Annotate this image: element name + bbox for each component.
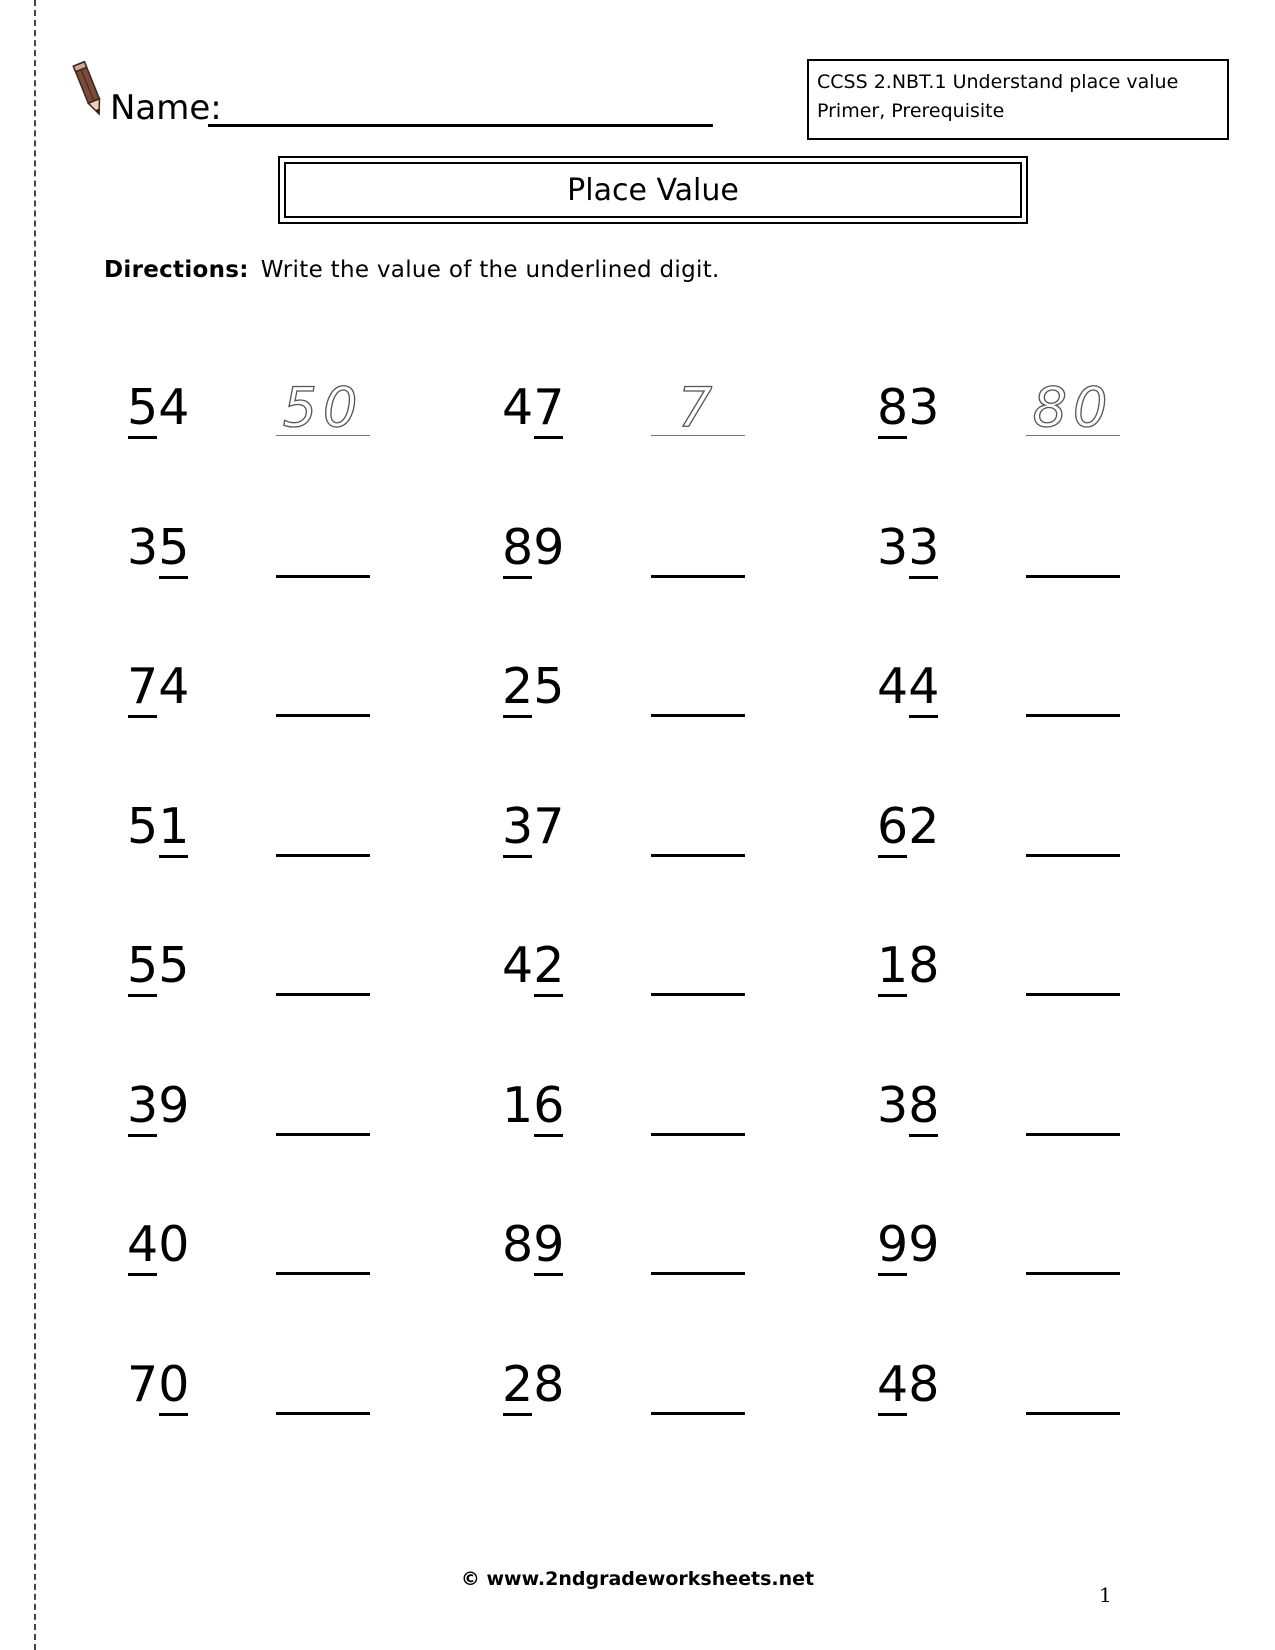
problem-number xyxy=(877,935,939,997)
digit: 5 xyxy=(533,658,565,715)
answer-blank[interactable] xyxy=(1026,1272,1120,1275)
answer-blank[interactable] xyxy=(651,575,745,578)
problem-number xyxy=(502,935,564,997)
problem-item xyxy=(877,935,1177,1005)
problem-item xyxy=(502,935,802,1005)
underlined-digit: 7 xyxy=(127,656,158,718)
answer-blank[interactable] xyxy=(1026,714,1120,717)
problem-number xyxy=(127,796,189,858)
problem-number xyxy=(502,1214,564,1276)
digit: 3 xyxy=(127,518,159,576)
digit: 1 xyxy=(502,1076,534,1134)
problem-number xyxy=(127,517,189,579)
digit: 9 xyxy=(533,518,565,576)
answer-blank[interactable] xyxy=(651,714,745,717)
underlined-digit: 2 xyxy=(502,1354,533,1416)
answer-blank[interactable] xyxy=(276,1133,370,1136)
problem-item xyxy=(877,517,1177,587)
answer-blank[interactable] xyxy=(1026,1412,1120,1415)
underlined-digit: 4 xyxy=(877,1354,908,1416)
digit: 5 xyxy=(158,937,190,994)
underlined-digit: 8 xyxy=(502,517,533,579)
problem-number xyxy=(502,1075,564,1137)
problem-item xyxy=(502,517,802,587)
problem-item xyxy=(127,1354,427,1424)
problem-number xyxy=(127,1354,189,1416)
underlined-digit: 1 xyxy=(158,796,189,858)
digit: 3 xyxy=(877,518,909,576)
digit: 0 xyxy=(158,1216,190,1273)
digit: 2 xyxy=(908,797,940,855)
problem-item xyxy=(502,1075,802,1145)
problem-item xyxy=(127,1214,427,1284)
problem-number xyxy=(127,1214,189,1276)
problem-number xyxy=(877,1075,939,1137)
problem-number xyxy=(127,656,189,718)
answer-blank[interactable] xyxy=(276,854,370,857)
answer-blank[interactable] xyxy=(276,1412,370,1415)
underlined-digit: 9 xyxy=(877,1214,908,1276)
digit: 3 xyxy=(908,379,940,436)
problem-item xyxy=(502,1214,802,1284)
problem-number xyxy=(502,517,564,579)
underlined-digit: 4 xyxy=(127,1214,158,1276)
underlined-digit: 8 xyxy=(877,377,908,439)
answer-blank xyxy=(651,435,745,436)
problem-number xyxy=(877,796,939,858)
answer-blank[interactable] xyxy=(651,1272,745,1275)
problem-item xyxy=(502,656,802,726)
problem-item xyxy=(877,377,1177,447)
underlined-digit: 3 xyxy=(502,796,533,858)
underlined-digit: 3 xyxy=(908,517,939,579)
underlined-digit: 2 xyxy=(502,656,533,718)
answer-blank[interactable] xyxy=(1026,993,1120,996)
underlined-digit: 6 xyxy=(877,796,908,858)
problem-item xyxy=(877,656,1177,726)
problem-item xyxy=(127,1075,427,1145)
directions-text: Write the value of the underlined digit. xyxy=(260,257,720,283)
underlined-digit: 1 xyxy=(877,935,908,997)
problem-number xyxy=(502,656,564,718)
underlined-digit: 8 xyxy=(908,1075,939,1137)
traced-example-answer: 50 xyxy=(282,376,364,439)
problem-item xyxy=(127,935,427,1005)
digit: 4 xyxy=(877,658,909,715)
underlined-digit: 5 xyxy=(127,377,158,439)
digit: 8 xyxy=(502,1216,534,1273)
underlined-digit: 7 xyxy=(533,377,564,439)
problem-number xyxy=(877,377,939,439)
answer-blank[interactable] xyxy=(276,1272,370,1275)
underlined-digit: 2 xyxy=(533,935,564,997)
problem-item xyxy=(127,517,427,587)
directions-label: Directions: xyxy=(104,257,249,283)
problem-item xyxy=(877,1354,1177,1424)
answer-blank[interactable] xyxy=(651,1133,745,1136)
digit: 5 xyxy=(127,797,159,855)
problem-item xyxy=(502,1354,802,1424)
traced-example-answer: 7 xyxy=(677,376,719,439)
problem-item xyxy=(877,796,1177,866)
digit: 8 xyxy=(908,1355,940,1413)
digit: 3 xyxy=(877,1076,909,1134)
page-number: 1 xyxy=(1099,1583,1112,1607)
underlined-digit: 5 xyxy=(127,935,158,997)
answer-blank[interactable] xyxy=(1026,854,1120,857)
digit: 4 xyxy=(502,937,534,994)
answer-blank[interactable] xyxy=(651,1412,745,1415)
answer-blank[interactable] xyxy=(1026,1133,1120,1136)
answer-blank[interactable] xyxy=(651,993,745,996)
problem-number xyxy=(502,377,564,439)
standards-level: Primer, Prerequisite xyxy=(817,100,1005,122)
problem-number xyxy=(877,517,939,579)
digit: 7 xyxy=(533,797,565,855)
problem-number xyxy=(127,1075,189,1137)
answer-blank[interactable] xyxy=(651,854,745,857)
problem-item xyxy=(877,1075,1177,1145)
underlined-digit: 6 xyxy=(533,1075,564,1137)
digit: 8 xyxy=(908,937,940,994)
answer-blank xyxy=(1026,435,1120,436)
digit: 4 xyxy=(158,658,190,715)
problem-item xyxy=(127,656,427,726)
answer-blank xyxy=(276,435,370,436)
underlined-digit: 4 xyxy=(908,656,939,718)
problem-number xyxy=(127,935,189,997)
problem-item xyxy=(502,377,802,447)
answer-blank[interactable] xyxy=(276,714,370,717)
problem-item xyxy=(877,1214,1177,1284)
page-title: Place Value xyxy=(284,162,1022,218)
digit: 8 xyxy=(533,1355,565,1413)
problem-number xyxy=(877,1354,939,1416)
problem-item xyxy=(127,377,427,447)
problem-item xyxy=(127,796,427,866)
underlined-digit: 5 xyxy=(158,517,189,579)
problem-number xyxy=(877,1214,939,1276)
digit: 7 xyxy=(127,1355,159,1413)
underlined-digit: 0 xyxy=(158,1354,189,1416)
answer-blank[interactable] xyxy=(1026,575,1120,578)
underlined-digit: 3 xyxy=(127,1075,158,1137)
answer-blank[interactable] xyxy=(276,575,370,578)
digit: 9 xyxy=(908,1216,940,1273)
digit: 9 xyxy=(158,1076,190,1134)
problem-number xyxy=(877,656,939,718)
name-label: Name: xyxy=(110,88,222,128)
problem-number xyxy=(502,796,564,858)
copyright-footer: © www.2ndgradeworksheets.net xyxy=(460,1568,815,1590)
answer-blank[interactable] xyxy=(276,993,370,996)
digit: 4 xyxy=(158,379,190,436)
problem-item xyxy=(502,796,802,866)
traced-example-answer: 80 xyxy=(1032,376,1114,439)
standards-code: CCSS 2.NBT.1 Understand place value xyxy=(817,71,1179,93)
problem-number xyxy=(127,377,189,439)
digit: 4 xyxy=(502,379,534,436)
underlined-digit: 9 xyxy=(533,1214,564,1276)
problem-number xyxy=(502,1354,564,1416)
